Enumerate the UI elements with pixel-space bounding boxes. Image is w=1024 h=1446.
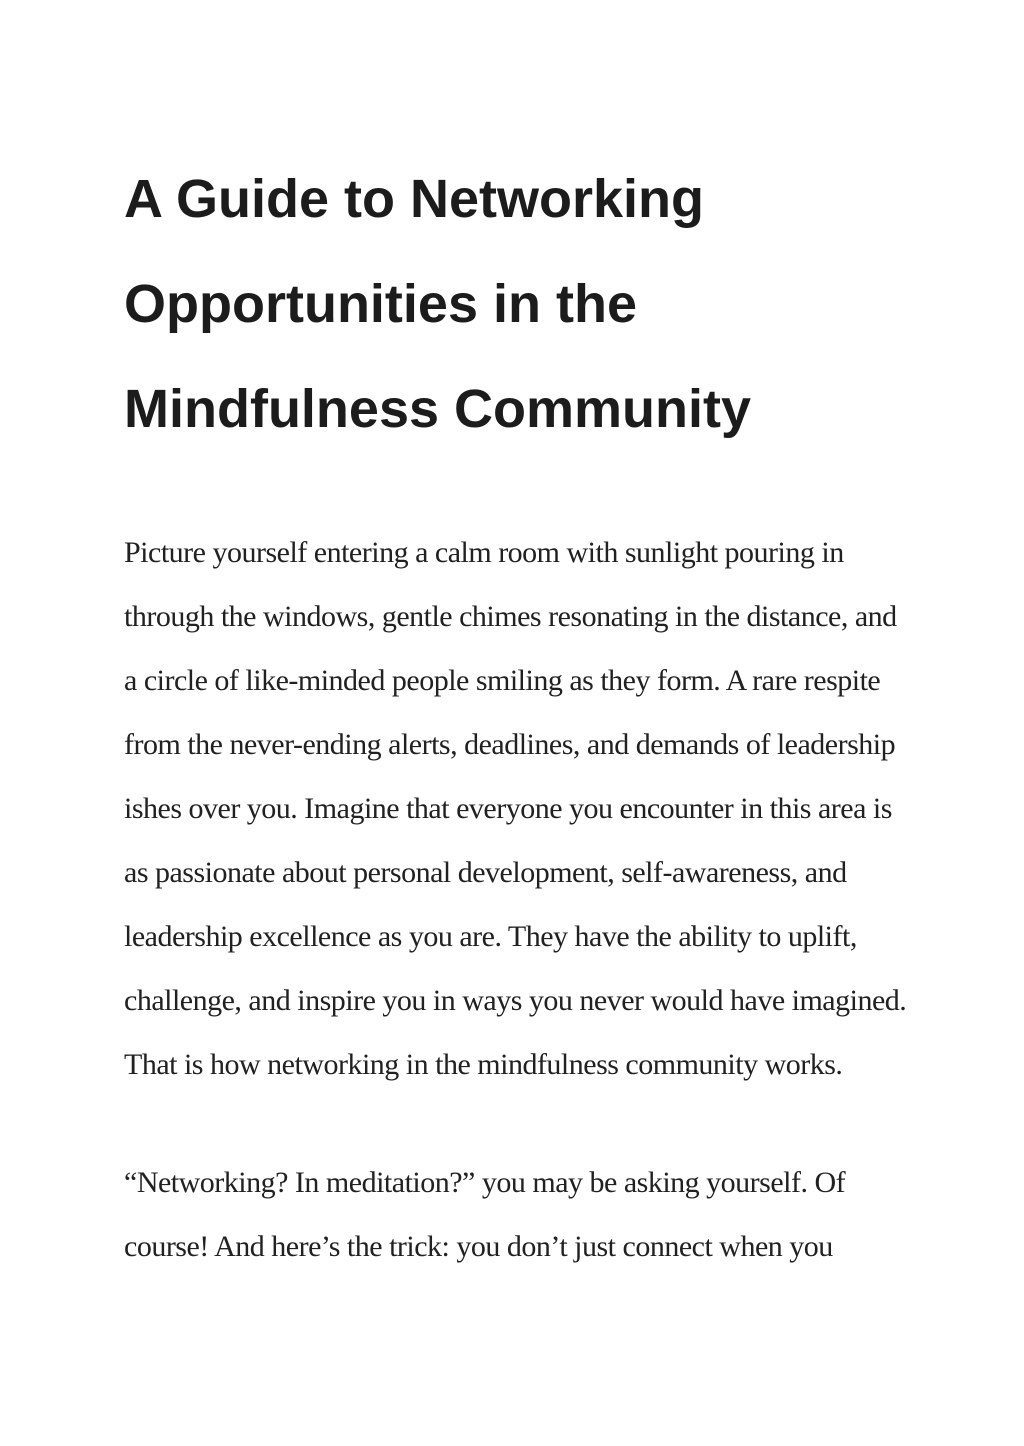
- paragraph-2-line-1: “Networking? In meditation?” you may be asking yourself. Of: [124, 1166, 846, 1199]
- paragraph-1-line-5: ishes over you. Imagine that everyone you encounter in this area is: [124, 792, 892, 825]
- paragraph-1-line-7: leadership excellence as you are. They have the ability to uplift,: [124, 920, 857, 953]
- document-title: [124, 147, 900, 462]
- title-line-1: A Guide to Networking: [124, 169, 704, 229]
- paragraph-1-line-9: That is how networking in the mindfulness community works.: [124, 1048, 843, 1081]
- paragraph-1-line-3: a circle of like-minded people smiling as they form. A rare respite: [124, 664, 881, 697]
- paragraph-2: [124, 1151, 900, 1279]
- paragraph-1-line-8: challenge, and inspire you in ways you never would have imagined.: [124, 984, 907, 1017]
- paragraph-1-line-2: through the windows, gentle chimes resonating in the distance, and: [124, 600, 897, 633]
- title-line-3: Mindfulness Community: [124, 379, 752, 439]
- paragraph-1-line-1: Picture yourself entering a calm room with sunlight pouring in: [124, 536, 844, 569]
- title-line-2: Opportunities in the: [124, 274, 637, 334]
- paragraph-1-line-6: as passionate about personal development, self-awareness, and: [124, 856, 847, 889]
- paragraph-2-line-2: course! And here’s the trick: you don’t just connect when you: [124, 1230, 833, 1263]
- paragraph-1-line-4: from the never-ending alerts, deadlines, and demands of leadership: [124, 728, 896, 761]
- paragraph-1: [124, 521, 907, 1097]
